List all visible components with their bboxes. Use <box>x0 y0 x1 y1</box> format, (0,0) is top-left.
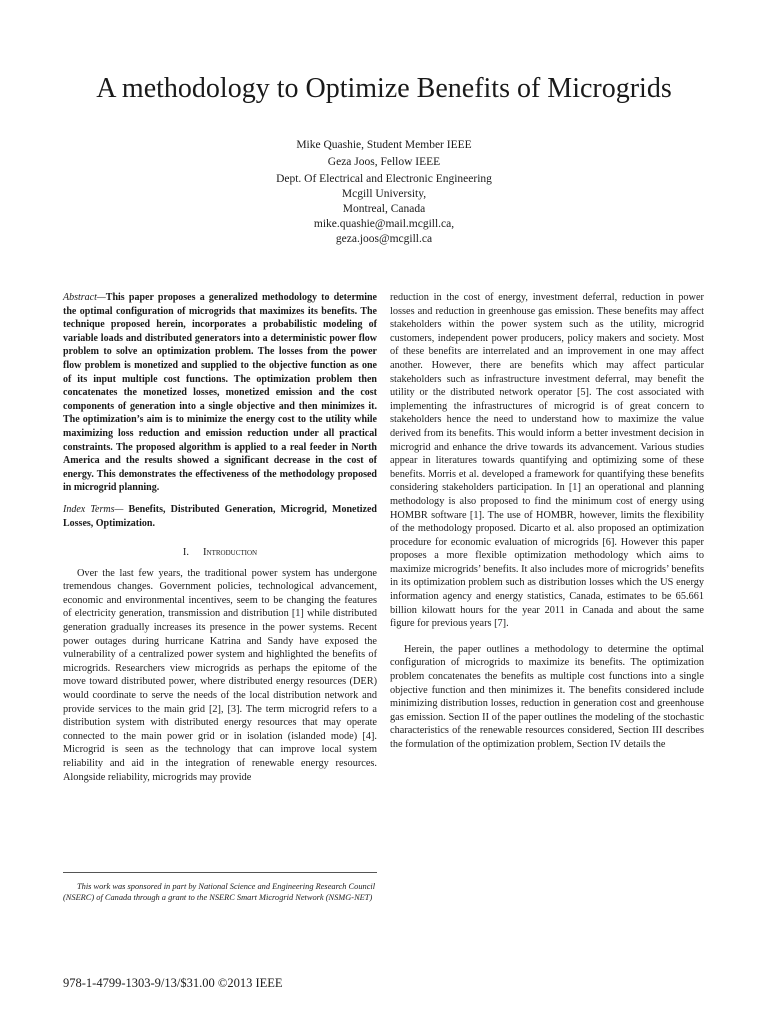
right-column <box>390 291 704 752</box>
footnote <box>63 872 377 903</box>
index-terms-label: Index Terms— <box>63 503 124 515</box>
abstract <box>63 291 377 495</box>
author-name: Mike Quashie, Student Member IEEE <box>296 139 472 151</box>
body-paragraph: Herein, the paper outlines a methodology to determine the optimal configuration of microgrids to maximize its benefits. The optimization problem concatenates the benefits as multiple cost functions into a single objective function and then minimizes it. The benefits considered include minimizing distribution losses, reduction in generation cost and greenhouse gas emission. Section II of the paper outlines the modeling of the stochastic characteristics of the renewable resources considered, Section III describes the formulation of the optimization problem, Section IV details the <box>390 643 704 750</box>
paper-title: A methodology to Optimize Benefits of Microgrids <box>96 73 672 104</box>
section-title: Introduction <box>203 547 258 559</box>
section-number: I. <box>182 547 190 559</box>
body-paragraph: reduction in the cost of energy, investment deferral, reduction in power losses and reduction in greenhouse gas emission. These benefits may affect stakeholders within the power system such as the utility, microgrid customers, independent power producers, policy makers and society. Most of these benefits are interrelated and an improvement in one may affect another. However, there are benefits which may affect particular stakeholders such as infrastructure investment deferral, may benefit the utility or the distributed network operator [5]. The cost associated with implementing the infrastructures of microgrid is of great concern to stakeholders hence the need to understand how to maximize the value derived from its benefits. This would inform a better investment decision in microgrid and enhance the drive towards its advancement. Various studies appear in literatures towards quantifying and optimizing some of these benefits. Morris et al. developed a framework for quantifying these benefits considering stakeholders participation. In [1] an operational and planning methodology is also proposed to find the minimum cost of energy using HOMBR software [1]. The use of HOMBR, however, limits the flexibility of the methodology proposed. Dicarto et al. also proposed an optimization procedure for economic evaluation of microgrids [6]. However this paper proposes a more flexible optimization methodology which aims to maximize microgrids’ benefits. It also includes more of microgrids’ benefits in its optimization problem such as distribution losses which the US energy information agency and energy statistics, Canada, estimates to be 65.661 billion kilowatt hours for the year 2011 in Canada and about the same figure for previous years [7]. <box>390 292 704 630</box>
index-terms <box>63 503 377 530</box>
section-heading <box>63 546 377 560</box>
author-block <box>0 138 768 247</box>
body-paragraph: Over the last few years, the traditional power system has undergone tremendous changes. Government policies, technological advancement, economic and environmental incentives, seem to be changing the features of electricity generation, transmission and distribution [1] while distributed generation gradually increases its presence in the power systems. Recent power outages during hurricane Katrina and Sandy have exposed the vulnerability of a centralized power system and highlighted the benefits of microgrids. Researchers view microgrids as perhaps the epitome of the move toward distributed power, where distributed energy resources (DER) would coordinate to serve the needs of the local distribution network and provide services to the main grid [2], [3]. The term microgrid refers to a distribution system with distributed energy resources that may operate connected to the main power grid or in isolation (islanded mode) [4]. Microgrid is seen as the technology that can improve local system reliability and aid in the integration of renewable energy resources. Alongside reliability, microgrids may provide <box>63 567 377 783</box>
author-name: Geza Joos, Fellow IEEE <box>327 156 441 168</box>
footnote-text: This work was sponsored in part by National Science and Engineering Research Council (NSERC) of Canada through a grant to the NSERC Smart Microgrid Network (NSMG-NET) <box>63 882 376 902</box>
affiliation-department: Dept. Of Electrical and Electronic Engineering <box>276 173 492 185</box>
affiliation-location: Montreal, Canada <box>342 203 426 215</box>
index-terms-text: Benefits, Distributed Generation, Microgrid, Monetized Losses, Optimization. <box>63 503 377 529</box>
abstract-label: Abstract— <box>63 292 106 303</box>
left-column <box>63 291 377 784</box>
author-email[interactable]: mike.quashie@mail.mcgill.ca, <box>313 218 455 230</box>
abstract-text: This paper proposes a generalized methodology to determine the optimal configuration of microgrids that maximizes its benefits. The technique proposed herein, incorporates a probabilistic modeling of variable loads and distributed generators into a deterministic power flow problem to solve an optimization problem. The losses from the power flow problem is monetized and supplied to the objective function as one of its input multiple cost functions. The optimization problem then concatenates the monetized losses, monetized emission and the cost components of generation into a single objective and then minimizes it. The optimization’s aim is to minimize the energy cost to the utility while maximizing loss reduction and emission reduction under all practical constraints. The proposed algorithm is applied to a real feeder in North America and the results showed a significant decrease in the cost of energy. This demonstrates the effectiveness of the methodology proposed in microgrid planning. <box>63 292 377 494</box>
author-email[interactable]: geza.joos@mcgill.ca <box>335 233 433 245</box>
copyright-notice: 978-1-4799-1303-9/13/$31.00 ©2013 IEEE <box>63 976 283 990</box>
affiliation-university: Mcgill University, <box>341 188 427 200</box>
